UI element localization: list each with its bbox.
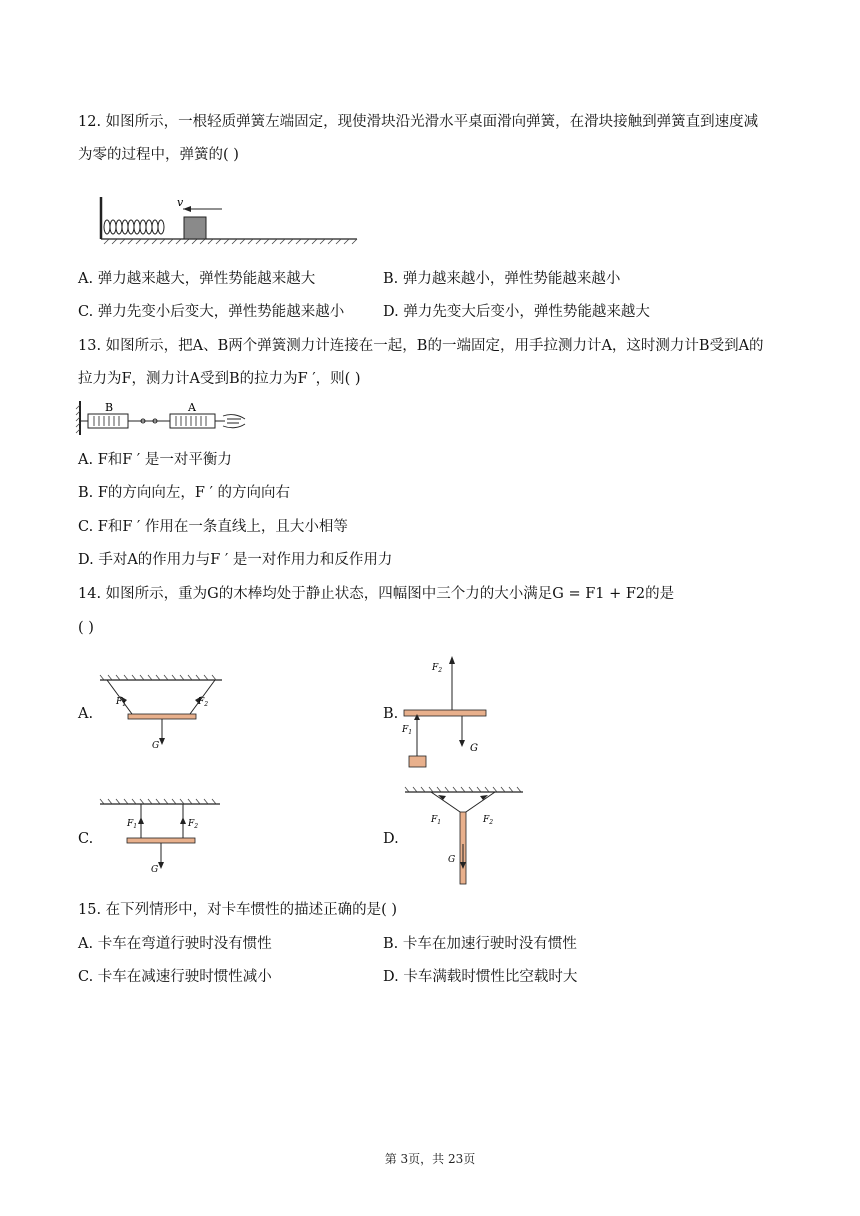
svg-text:F1: $F_1$ (116, 697, 127, 708)
q15-option-a: A. 卡车在弯道行驶时没有惯性 (78, 936, 272, 952)
q13-label-a: A (188, 401, 196, 414)
page-footer: 第 3页，共 23页 (384, 1152, 476, 1166)
q15-option-b: B. 卡车在加速行驶时没有惯性 (383, 936, 577, 952)
q14-option-a: A. (78, 706, 94, 722)
q14-option-c: C. (78, 831, 94, 847)
q12-option-d: D. 弹力先变大后变小，弹性势能越来越大 (383, 304, 650, 320)
q14b-g-label: G (470, 743, 478, 754)
q14c-g-label: G (151, 865, 159, 875)
q13-option-a: A. F和F ′ 是一对平衡力 (78, 452, 232, 468)
svg-text:F1: $F_1$ (431, 815, 442, 826)
q14-figure-a (96, 674, 224, 752)
q13-label-b: B (105, 401, 114, 414)
q13-spring-scales-figure (75, 399, 247, 437)
q13-option-c: C. F和F ′ 作用在一条直线上，且大小相等 (78, 519, 348, 535)
svg-text:F1: $F_1$ (127, 819, 138, 830)
q12-spring-figure (95, 193, 360, 245)
q12-velocity-label: v (177, 196, 184, 209)
q12-option-b: B. 弹力越来越小，弹性势能越来越小 (383, 271, 621, 287)
q13-option-d: D. 手对A的作用力与F ′ 是一对作用力和反作用力 (78, 552, 393, 568)
q12-option-a: A. 弹力越来越大，弹性势能越来越大 (78, 271, 316, 287)
q13-stem-line2: 拉力为F，测力计A受到B的拉力为F ′，则( ) (78, 371, 361, 387)
q14-stem-line2: ( ) (78, 620, 94, 636)
svg-text:F2: $F_2$ (198, 697, 209, 708)
q14d-g-label: G (448, 855, 456, 865)
q13-option-b: B. F的方向向左，F ′ 的方向向右 (78, 485, 291, 501)
q14-figure-d (401, 784, 525, 888)
svg-text:F2: $F_2$ (432, 663, 443, 674)
q14-stem-line1: 14. 如图所示，重为G的木棒均处于静止状态，四幅图中三个力的大小满足G = F1 + F2的是 (78, 586, 675, 602)
q14a-g-label: G (152, 741, 160, 751)
q13-stem-line1: 13. 如图所示，把A、B两个弹簧测力计连接在一起，B的一端固定，用手拉测力计A，这时测力计B受到A的 (78, 338, 764, 354)
q15-option-c: C. 卡车在减速行驶时惯性减小 (78, 969, 272, 985)
q12-option-c: C. 弹力先变小后变大，弹性势能越来越小 (78, 304, 345, 320)
svg-text:F1: $F_1$ (402, 725, 413, 736)
q14-figure-c (96, 798, 222, 876)
q15-stem: 15. 在下列情形中，对卡车惯性的描述正确的是( ) (78, 902, 398, 918)
q14-figure-b (400, 652, 492, 770)
svg-text:F2: $F_2$ (483, 815, 494, 826)
q12-stem-line2: 为零的过程中，弹簧的( ) (78, 147, 239, 163)
svg-text:F2: $F_2$ (188, 819, 199, 830)
q15-option-d: D. 卡车满载时惯性比空载时大 (383, 969, 578, 985)
q14-option-b: B. (383, 706, 399, 722)
q14-option-d: D. (383, 831, 399, 847)
q12-stem-line1: 12. 如图所示，一根轻质弹簧左端固定，现使滑块沿光滑水平桌面滑向弹簧，在滑块接触到弹簧直到速度减 (78, 114, 759, 130)
